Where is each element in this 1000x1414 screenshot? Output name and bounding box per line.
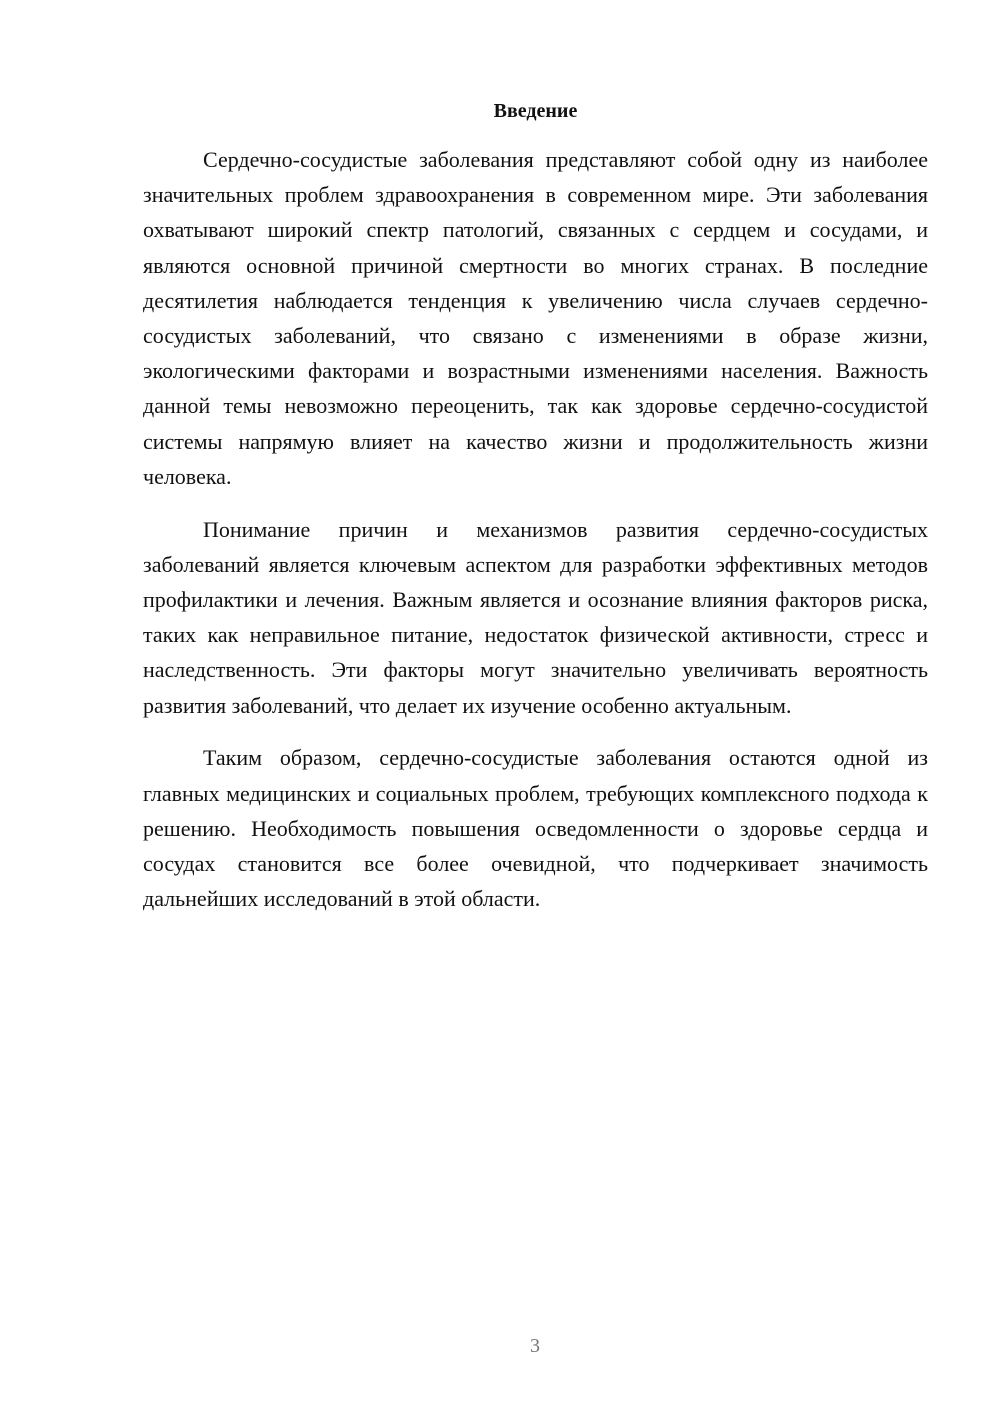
paragraph-3: Таким образом, сердечно-сосудистые заболевания остаются одной из главных медицинских и социальных проблем, требующих комплексного подхода к решению. Необходимость повышения осведомленности о здоровье сердца и сосудах становится все более очевидной, что подчеркивает значимость дальнейших исследований в этой области. [143, 745, 928, 912]
paragraph-2: Понимание причин и механизмов развития сердечно-сосудистых заболеваний является ключевым аспектом для разработки эффективных методов профилактики и лечения. Важным является и осознание влияния факторов риска, таких как неправильное питание, недостаток физической активности, стресс и наследственность. Эти факторы могут значительно увеличивать вероятность развития заболеваний, что делает их изучение особенно актуальным. [143, 516, 928, 718]
section-title: Введение [493, 100, 578, 122]
page-number: 3 [530, 1335, 540, 1357]
paragraph-1: Сердечно-сосудистые заболевания представляют собой одну из наиболее значительных проблем здравоохранения в современном мире. Эти заболевания охватывают широкий спектр патологий, связанных с сердцем и сосудами, и являются основной причиной смертности во многих странах. В последние десятилетия наблюдается тенденция к увеличению числа случаев сердечно-сосудистых заболеваний, что связано с изменениями в образе жизни, экологическими факторами и возрастными изменениями населения. Важность данной темы невозможно переоценить, так как здоровье сердечно-сосудистой системы напрямую влияет на качество жизни и продолжительность жизни человека. [143, 147, 928, 489]
body-text [143, 142, 928, 916]
